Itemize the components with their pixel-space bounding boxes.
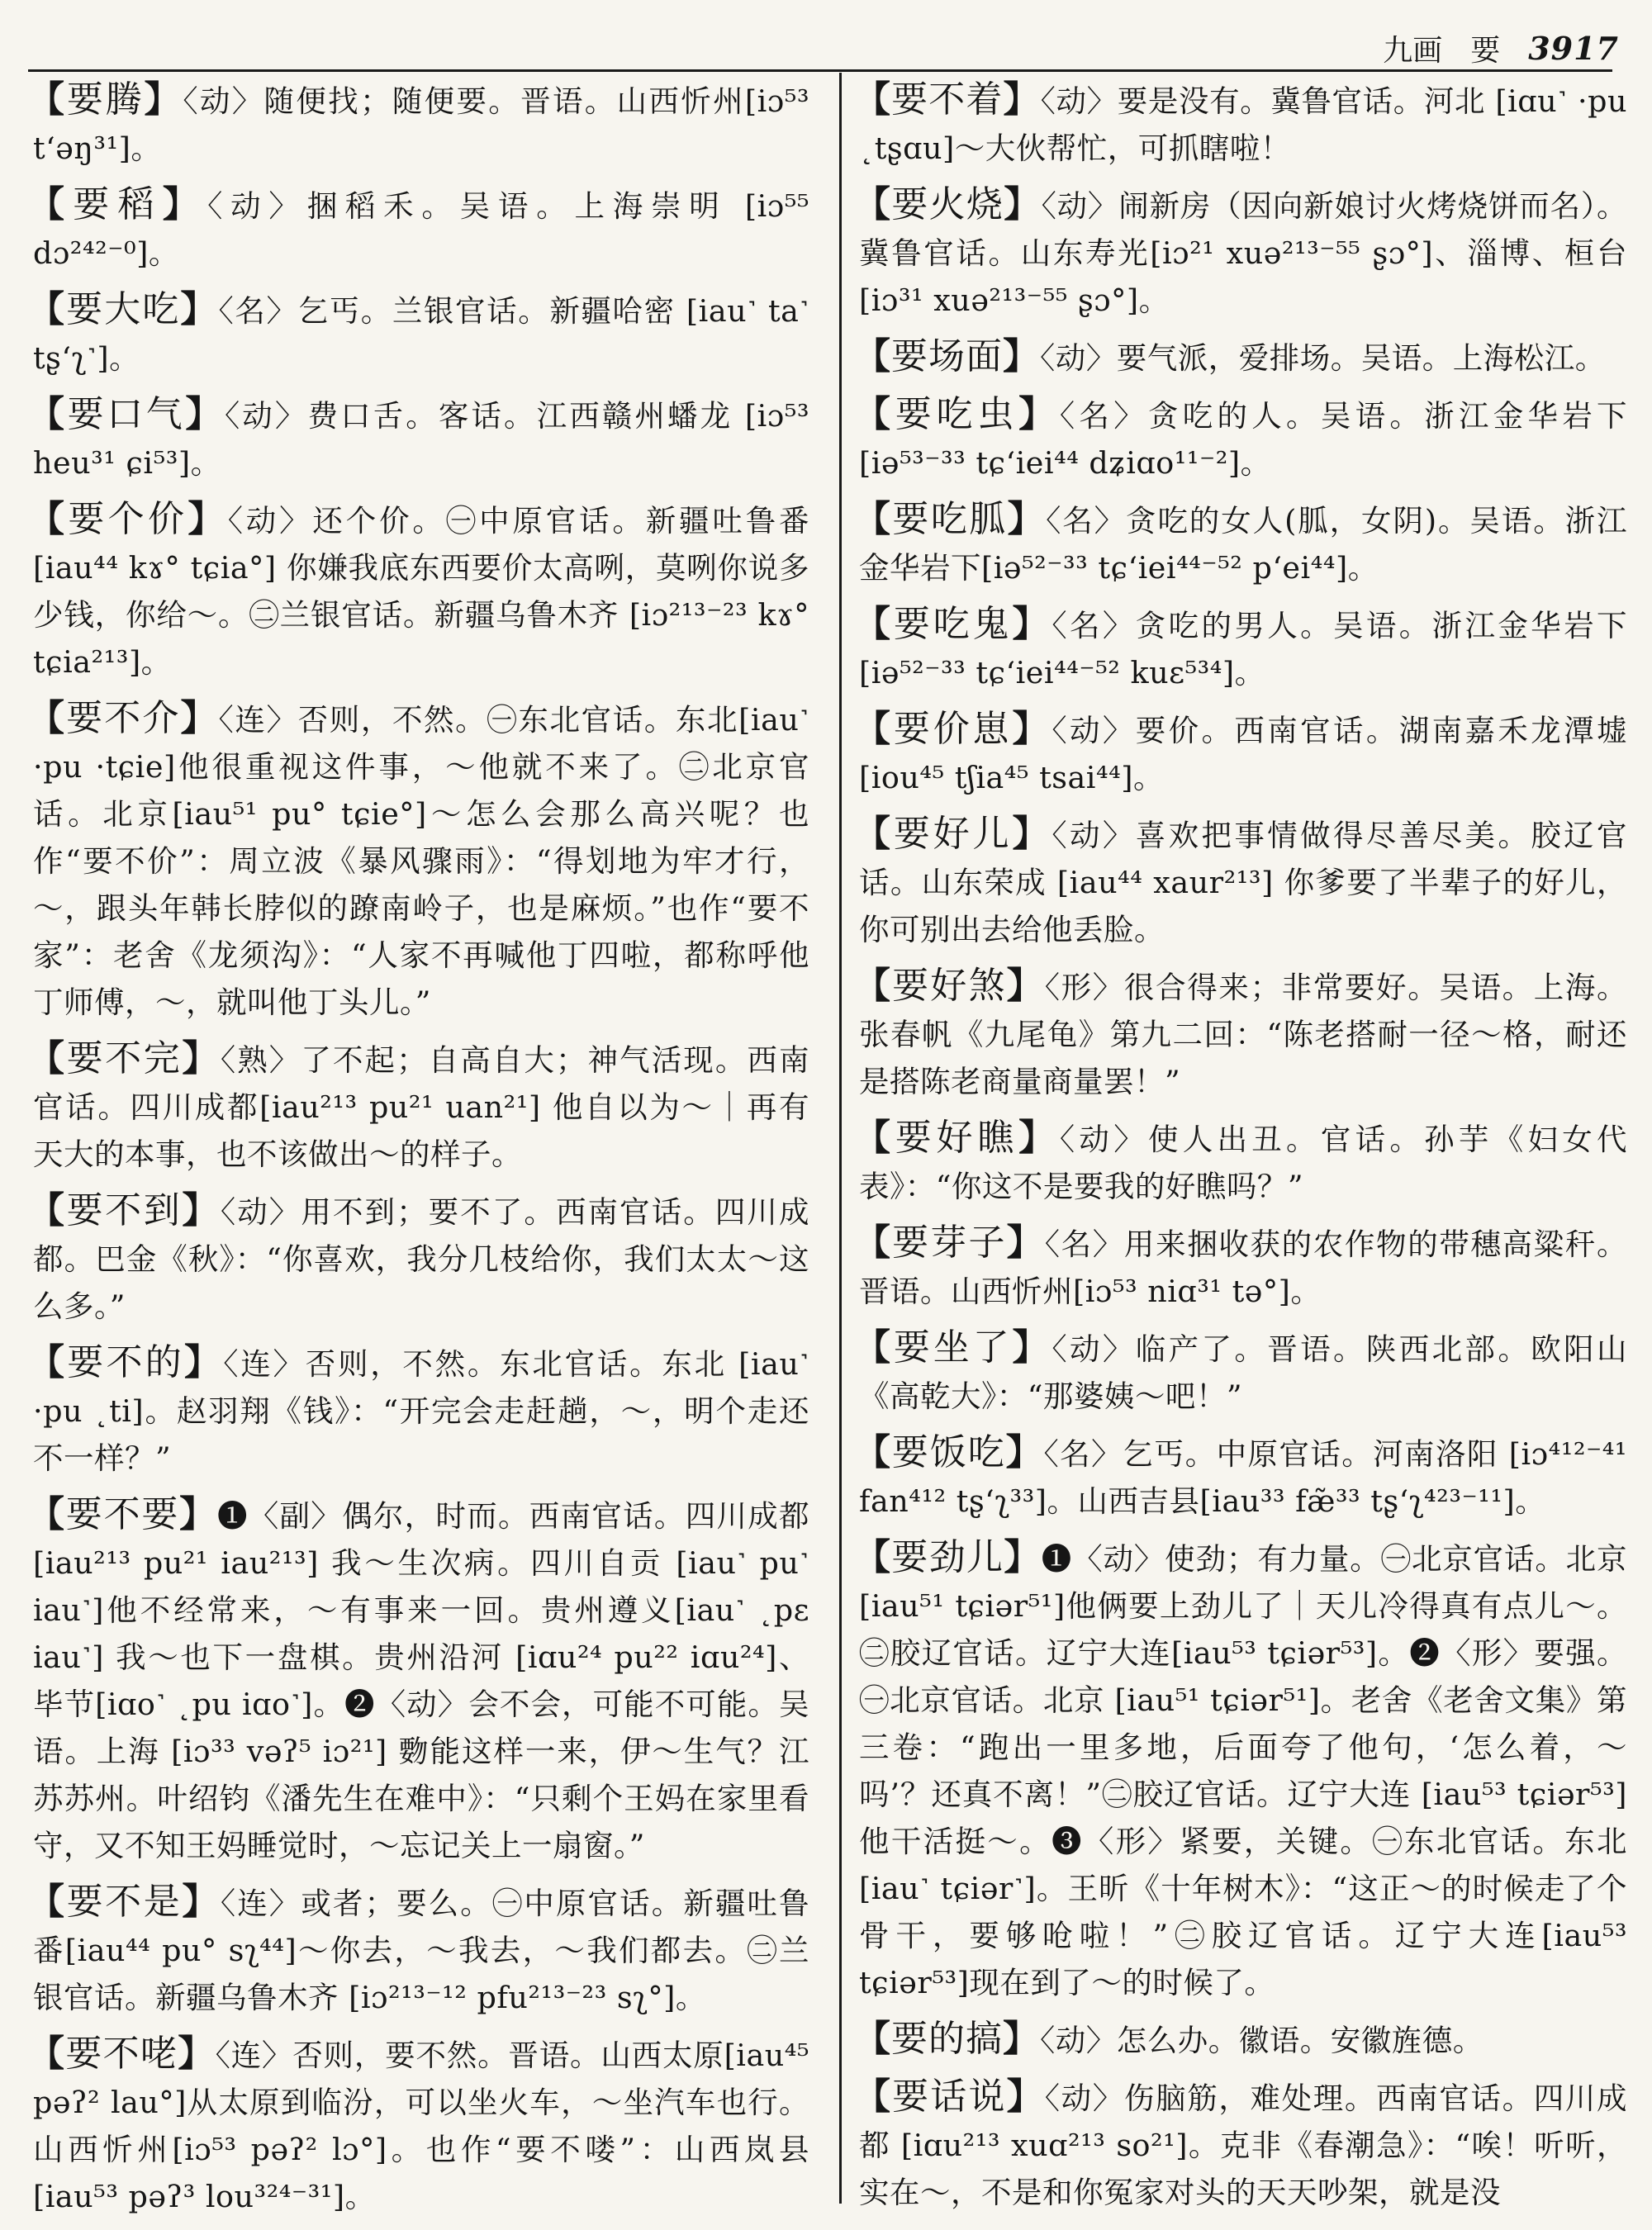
entry-definition: 〈名〉贪吃的人。吴语。浙江金华岩下 [iə⁵³⁻³³ tɕ‘iei⁴⁴ dʑiɑo¹¹⁻²]。	[859, 398, 1628, 481]
dictionary-entry	[28, 1878, 810, 2021]
entry-headword: 【要火烧】	[854, 183, 1042, 225]
dictionary-entry	[854, 2015, 1627, 2064]
dictionary-entry	[854, 181, 1627, 324]
entry-definition: 〈熟〉了不起；自高自大；神气活现。西南官话。四川成都[iau²¹³ pu²¹ uan²¹] 他自以为～｜再有天大的本事，也不该做出～的样子。	[33, 1042, 810, 1172]
section-label: 九画	[1383, 33, 1443, 68]
column-divider	[839, 73, 842, 2204]
dictionary-entry	[854, 600, 1627, 696]
entry-headword: 【要芽子】	[854, 1222, 1045, 1264]
entry-definition: 〈形〉很合得来；非常要好。吴语。上海。张春帆《九尾龟》第九二回：“陈老搭耐一径～格，耐还是搭陈老商量商量罢！”	[859, 970, 1628, 1099]
header-rule	[28, 69, 1612, 72]
dictionary-entry	[854, 1219, 1628, 1315]
dictionary-entry	[28, 496, 810, 686]
dictionary-entry	[28, 1187, 810, 1330]
entry-headword: 【要不着】	[854, 78, 1041, 121]
header-character: 要	[1470, 33, 1501, 68]
entry-headword: 【要不要】	[28, 1493, 217, 1535]
entry-definition: 〈动〉要是没有。冀鲁官话。河北 [iɑu˺ ·pu ˛tʂɑu]～大伙帮忙，可抓瞎啦！	[859, 83, 1628, 166]
entry-headword: 【要腾】	[28, 78, 183, 121]
entry-headword: 【要好煞】	[854, 965, 1045, 1007]
dictionary-entry	[28, 695, 809, 1026]
entry-definition: ❶〈副〉偶尔，时而。西南官话。四川成都 [iau²¹³ pu²¹ iau²¹³] 我～生次病。四川自贡 [iau˺ pu˺ iau˺]他不经常来，～有事来一回。贵州遵义[iau˺ ˛pɛ iau˺] 我～也下一盘棋。贵州沿河 [iɑu²⁴ pu²² iɑu²⁴]、毕节[iɑo˺ ˛pu iɑo˺]。❷〈动〉会不会，可能不可能。吴语。上海 [iɔ³³ vəʔ⁵ iɔ²¹] 覅能这样一来，伊～生气？江苏苏州。叶绍钧《潘先生在难中》：“只剩个王妈在家里看守，又不知王妈睡觉时，～忘记关上一扇窗。”	[33, 1498, 810, 1863]
right-column	[854, 76, 1628, 2225]
entry-definition: 〈动〉怎么办。徽语。安徽旌德。	[1040, 2023, 1483, 2058]
entry-definition: 〈名〉乞丐。中原官话。河南洛阳 [iɔ⁴¹²⁻⁴¹ fan⁴¹² tʂ‘ʅ³³]。山西吉县[iau³³ fæ̃³³ tʂ‘ʅ⁴²³⁻¹¹]。	[859, 1436, 1628, 1519]
dictionary-entry	[28, 76, 810, 172]
entry-definition: 〈名〉贪吃的男人。吴语。浙江金华岩下 [iə⁵²⁻³³ tɕ‘iei⁴⁴⁻⁵² kuɛ⁵³⁴]。	[859, 608, 1627, 690]
entry-headword: 【要好儿】	[854, 813, 1052, 855]
entry-headword: 【要不的】	[28, 1341, 224, 1383]
dictionary-entry	[854, 496, 1628, 591]
entry-definition: 〈动〉使人出丑。官话。孙芋《妇女代表》：“你这不是要我的好瞧吗？”	[859, 1122, 1628, 1204]
dictionary-entry	[854, 391, 1628, 486]
entry-definition: 〈动〉伤脑筋，难处理。西南官话。四川成都 [iɑu²¹³ xuɑ²¹³ so²¹]。克非《春潮急》：“唉！听听，实在～，不是和你冤家对头的天天吵架，就是没	[859, 2081, 1628, 2210]
dictionary-entry	[28, 1491, 810, 1869]
entry-headword: 【要稻】	[28, 183, 208, 225]
entry-headword: 【要不咾】	[28, 2033, 216, 2075]
dictionary-entry	[28, 391, 809, 486]
dictionary-entry	[854, 333, 1627, 382]
page-header	[1289, 23, 1619, 73]
entry-headword: 【要吃鬼】	[854, 603, 1052, 645]
entry-headword: 【要坐了】	[854, 1326, 1052, 1369]
entry-definition: 〈连〉否则，不然。东北官话。东北 [iau˺ ·pu ˛ti]。赵羽翔《钱》：“开完会走赶趟，～，明个走还不一样？”	[33, 1346, 810, 1476]
dictionary-entry	[854, 705, 1627, 801]
entry-definition: 〈动〉用不到；要不了。西南官话。四川成都。巴金《秋》：“你喜欢，我分几枝给你，我们太太～这么多。”	[33, 1194, 810, 1324]
entry-definition: 〈动〉随便找；随便要。晋语。山西忻州[iɔ⁵³ t‘əŋ³¹]。	[33, 83, 810, 166]
entry-headword: 【要不到】	[28, 1189, 221, 1231]
entry-headword: 【要口气】	[28, 393, 225, 435]
entry-headword: 【要的搞】	[854, 2018, 1040, 2060]
entry-definition: 〈动〉闹新房（因向新娘讨火烤烧饼而名）。冀鲁官话。山东寿光[iɔ²¹ xuə²¹³⁻⁵⁵ ʂɔ°]、淄博、桓台[iɔ³¹ xuə²¹³⁻⁵⁵ ʂɔ°]。	[859, 188, 1627, 318]
entry-definition: 〈动〉要价。西南官话。湖南嘉禾龙潭墟 [iou⁴⁵ tʃia⁴⁵ tsai⁴⁴]。	[859, 713, 1627, 795]
entry-definition: 〈动〉费口舌。客话。江西赣州蟠龙 [iɔ⁵³ heu³¹ ɕi⁵³]。	[33, 398, 809, 481]
entry-definition: ❶〈动〉使劲；有力量。㊀北京官话。北京 [iau⁵¹ tɕiər⁵¹]他俩要上劲儿了｜天儿冷得真有点儿～。㊁胶辽官话。辽宁大连[iau⁵³ tɕiər⁵³]。❷〈形〉要强。㊀北京官话。北京 [iau⁵¹ tɕiər⁵¹]。老舍《老舍文集》第三卷：“跑出一里多地，后面夸了他句，‘怎么着，～吗’？还真不离！”㊁胶辽官话。辽宁大连 [iau⁵³ tɕiər⁵³] 他干活挺～。❸〈形〉紧要，关键。㊀东北官话。东北[iau˺ tɕiər˺]。王昕《十年树木》：“这正～的时候走了个骨干，要够呛啦！”㊁胶辽官话。辽宁大连[iau⁵³ tɕiər⁵³]现在到了～的时候了。	[859, 1541, 1628, 2000]
dictionary-entry	[854, 962, 1628, 1105]
entry-definition: 〈动〉临产了。晋语。陕西北部。欧阳山《高乾大》：“那婆姨～吧！”	[859, 1331, 1627, 1414]
entry-headword: 【要大吃】	[28, 288, 219, 330]
entry-headword: 【要个价】	[28, 498, 228, 540]
entry-definition: 〈名〉贪吃的女人(胍，女阴)。吴语。浙江金华岩下[iə⁵²⁻³³ tɕ‘iei⁴⁴⁻⁵² p‘ei⁴⁴]。	[859, 503, 1628, 586]
dictionary-entry	[854, 1114, 1628, 1210]
entry-definition: 〈连〉或者；要么。㊀中原官话。新疆吐鲁番[iau⁴⁴ pu° sʅ⁴⁴]～你去，～我去，～我们都去。㊁兰银官话。新疆乌鲁木齐 [iɔ²¹³⁻¹² pfu²¹³⁻²³ sʅ°]。	[33, 1886, 810, 2015]
dictionary-entry	[28, 1035, 810, 1178]
entry-headword: 【要场面】	[854, 335, 1040, 377]
page-number: 3917	[1528, 29, 1619, 67]
entry-headword: 【要好瞧】	[854, 1117, 1060, 1159]
entry-headword: 【要话说】	[854, 2076, 1045, 2118]
entry-definition: 〈连〉否则，不然。㊀东北官话。东北[iau˺ ·pu ·tɕie]他很重视这件事，～他就不来了。㊁北京官话。北京[iau⁵¹ pu° tɕie°]～怎么会那么高兴呢？也作“要不价”：周立波《暴风骤雨》：“得划地为牢才行，～，跟头年韩长脖似的蹽南岭子，也是麻烦。”也作“要不家”：老舍《龙须沟》：“人家不再喊他丁四啦，都称呼他丁师傅，～，就叫他丁头儿。”	[33, 702, 809, 1020]
entry-definition: 〈动〉要气派，爱排场。吴语。上海松江。	[1040, 340, 1606, 376]
entry-definition: 〈动〉捆稻禾。吴语。上海崇明 [iɔ⁵⁵ dɔ²⁴²⁻⁰]。	[33, 188, 809, 271]
dictionary-entry	[854, 1429, 1628, 1525]
entry-headword: 【要不是】	[28, 1881, 221, 1923]
entry-definition: 〈连〉否则，要不然。晋语。山西太原[iau⁴⁵ pəʔ² lau°]从太原到临汾，可以坐火车，～坐汽车也行。山西忻州[iɔ⁵³ pəʔ² lɔ°]。也作“要不喽”：山西岚县[iau⁵³ pəʔ³ lou³²⁴⁻³¹]。	[33, 2038, 810, 2214]
entry-headword: 【要不完】	[28, 1037, 221, 1079]
entry-definition: 〈动〉还个价。㊀中原官话。新疆吐鲁番 [iau⁴⁴ kɤ° tɕia°] 你嫌我底东西要价太高咧，莫咧你说多少钱，你给～。㊁兰银官话。新疆乌鲁木齐 [iɔ²¹³⁻²³ kɤ° tɕia²¹³]。	[33, 503, 810, 680]
dictionary-entry	[854, 1534, 1628, 2006]
entry-headword: 【要价崽】	[854, 708, 1052, 750]
dictionary-entry	[854, 76, 1628, 172]
dictionary-entry	[854, 2073, 1628, 2216]
dictionary-entry	[854, 810, 1627, 953]
dictionary-entry	[28, 1339, 810, 1482]
dictionary-entry	[28, 181, 809, 277]
left-column	[28, 76, 810, 2229]
entry-headword: 【要不介】	[28, 697, 219, 739]
dictionary-entry	[28, 286, 810, 382]
entry-headword: 【要劲儿】	[854, 1536, 1042, 1578]
entry-definition: 〈名〉乞丐。兰银官话。新疆哈密 [iau˺ ta˺ tʂ‘ʅ˺]。	[33, 293, 810, 376]
entry-headword: 【要吃胍】	[854, 498, 1047, 540]
dictionary-entry	[28, 2030, 810, 2220]
entry-headword: 【要吃虫】	[854, 393, 1060, 435]
entry-headword: 【要饭吃】	[854, 1431, 1044, 1473]
dictionary-entry	[854, 1324, 1627, 1420]
entry-definition: 〈名〉用来捆收获的农作物的带穗高粱秆。晋语。山西忻州[iɔ⁵³ niɑ³¹ tə°]。	[859, 1226, 1628, 1309]
entry-definition: 〈动〉喜欢把事情做得尽善尽美。胶辽官话。山东荣成 [iau⁴⁴ xaur²¹³] 你爹要了半辈子的好儿，你可别出去给他丢脸。	[859, 818, 1627, 947]
